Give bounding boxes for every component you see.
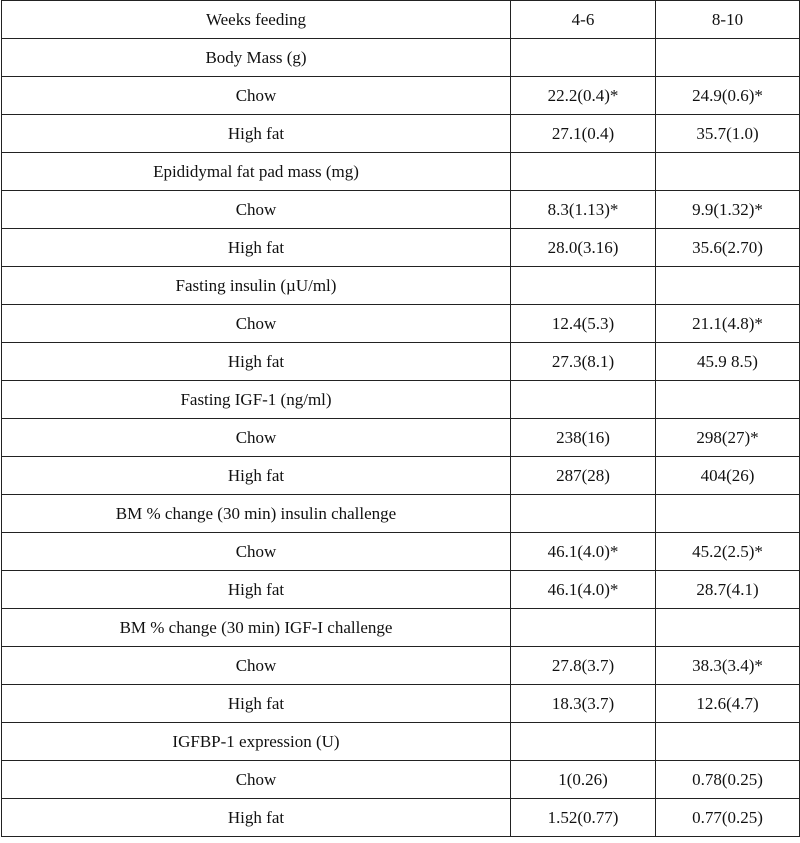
row-label: High fat [2, 799, 511, 837]
table-row [2, 533, 800, 571]
value-4-6: 27.8(3.7) [511, 647, 656, 685]
table-row [2, 799, 800, 837]
empty-cell [656, 609, 800, 647]
empty-cell [511, 609, 656, 647]
value-8-10: 404(26) [656, 457, 800, 495]
table-row [2, 229, 800, 267]
value-4-6: 12.4(5.3) [511, 305, 656, 343]
value-4-6: 8.3(1.13)* [511, 191, 656, 229]
value-8-10: 298(27)* [656, 419, 800, 457]
row-label: Chow [2, 305, 511, 343]
table-row [2, 457, 800, 495]
value-8-10: 9.9(1.32)* [656, 191, 800, 229]
empty-cell [511, 381, 656, 419]
section-row [2, 39, 800, 77]
row-label: Chow [2, 533, 511, 571]
value-4-6: 28.0(3.16) [511, 229, 656, 267]
value-4-6: 1(0.26) [511, 761, 656, 799]
header-col-4-6: 4-6 [511, 1, 656, 39]
section-row [2, 609, 800, 647]
value-8-10: 21.1(4.8)* [656, 305, 800, 343]
section-title: Fasting insulin (µU/ml) [2, 267, 511, 305]
empty-cell [511, 153, 656, 191]
table-row [2, 343, 800, 381]
empty-cell [511, 267, 656, 305]
row-label: High fat [2, 571, 511, 609]
value-8-10: 28.7(4.1) [656, 571, 800, 609]
table-row [2, 419, 800, 457]
empty-cell [511, 495, 656, 533]
value-4-6: 46.1(4.0)* [511, 571, 656, 609]
empty-cell [656, 267, 800, 305]
value-4-6: 287(28) [511, 457, 656, 495]
table-row [2, 647, 800, 685]
row-label: Chow [2, 77, 511, 115]
row-label: High fat [2, 343, 511, 381]
value-8-10: 24.9(0.6)* [656, 77, 800, 115]
section-title: IGFBP-1 expression (U) [2, 723, 511, 761]
value-4-6: 27.3(8.1) [511, 343, 656, 381]
section-row [2, 495, 800, 533]
value-8-10: 38.3(3.4)* [656, 647, 800, 685]
section-row [2, 267, 800, 305]
table-row [2, 115, 800, 153]
section-title: Epididymal fat pad mass (mg) [2, 153, 511, 191]
value-4-6: 46.1(4.0)* [511, 533, 656, 571]
value-4-6: 18.3(3.7) [511, 685, 656, 723]
header-col-8-10: 8-10 [656, 1, 800, 39]
value-8-10: 35.7(1.0) [656, 115, 800, 153]
empty-cell [656, 381, 800, 419]
row-label: Chow [2, 761, 511, 799]
value-4-6: 238(16) [511, 419, 656, 457]
header-label: Weeks feeding [2, 1, 511, 39]
empty-cell [656, 153, 800, 191]
empty-cell [656, 723, 800, 761]
empty-cell [511, 723, 656, 761]
table-row [2, 305, 800, 343]
row-label: High fat [2, 685, 511, 723]
row-label: High fat [2, 115, 511, 153]
table-row [2, 571, 800, 609]
value-4-6: 1.52(0.77) [511, 799, 656, 837]
table-row [2, 685, 800, 723]
value-8-10: 0.78(0.25) [656, 761, 800, 799]
row-label: Chow [2, 647, 511, 685]
row-label: High fat [2, 229, 511, 267]
section-row [2, 153, 800, 191]
section-title: Fasting IGF-1 (ng/ml) [2, 381, 511, 419]
row-label: High fat [2, 457, 511, 495]
table-row [2, 77, 800, 115]
section-row [2, 381, 800, 419]
value-4-6: 22.2(0.4)* [511, 77, 656, 115]
value-8-10: 35.6(2.70) [656, 229, 800, 267]
section-title: Body Mass (g) [2, 39, 511, 77]
row-label: Chow [2, 191, 511, 229]
row-label: Chow [2, 419, 511, 457]
empty-cell [656, 495, 800, 533]
table-body [2, 1, 800, 837]
empty-cell [511, 39, 656, 77]
table-row [2, 761, 800, 799]
section-row [2, 723, 800, 761]
value-4-6: 27.1(0.4) [511, 115, 656, 153]
value-8-10: 45.2(2.5)* [656, 533, 800, 571]
section-title: BM % change (30 min) IGF-I challenge [2, 609, 511, 647]
data-table [1, 0, 800, 837]
header-row [2, 1, 800, 39]
value-8-10: 12.6(4.7) [656, 685, 800, 723]
value-8-10: 0.77(0.25) [656, 799, 800, 837]
table-row [2, 191, 800, 229]
section-title: BM % change (30 min) insulin challenge [2, 495, 511, 533]
value-8-10: 45.9 8.5) [656, 343, 800, 381]
empty-cell [656, 39, 800, 77]
